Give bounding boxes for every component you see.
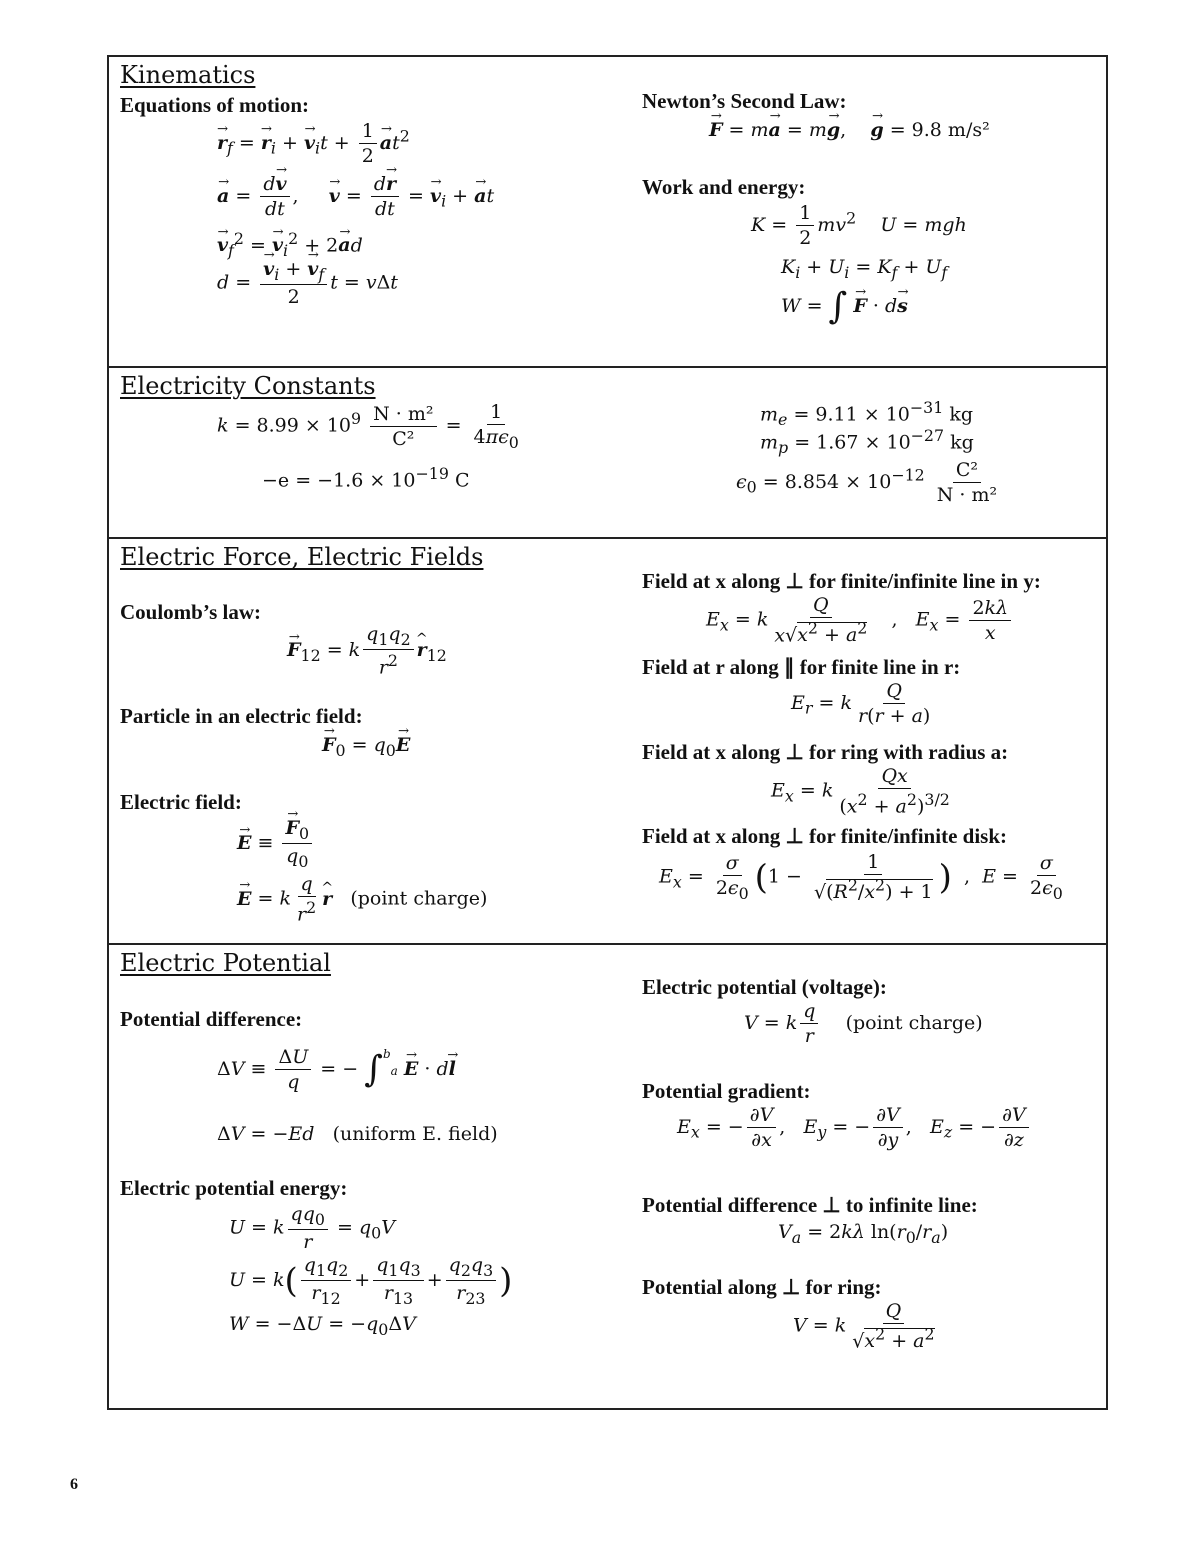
coulomb-equation: $F \to_{12} = k$ $\frac{q_1q_2}{r^2}$ r $\^{}_{12}$ — [287, 624, 447, 678]
line-field-equation: $E_x = k$ $\frac{Q}{x√x^2 + a^2}$ , $E_x$ = $\frac{2k\lambda}{x}$ — [706, 595, 1014, 646]
work-equation: W = ∫ F → · ds → — [781, 289, 908, 325]
electricity-constants-title: Electricity Constants — [120, 372, 376, 400]
electron-charge: $-e = -1.6 \times 10^{-19}$ C — [262, 464, 470, 492]
line-parallel-equation: $E_r = k$ $\frac{Q}{r(r + a)}$ — [791, 680, 931, 727]
energy-conservation-equation: $K_i + U_i = K_f + U_f$ — [781, 256, 948, 282]
potential-energy-equation: U = k $\frac{qq_0}{r}$ = $q_0V$ — [229, 1203, 395, 1254]
ring-potential-label: Potential along ⊥ for ring: — [642, 1275, 882, 1299]
uniform-field-equation: ΔV = −Ed (uniform E. field) — [217, 1123, 498, 1145]
newtons-second-law-label: Newton’s Second Law: — [642, 89, 847, 113]
permittivity-constant: $\epsilon_0 = 8.854 \times 10^{-12}$ $\frac{\text{C²}}{\text{N · m²}}$ — [736, 459, 998, 506]
uniform-field-note: (uniform E. field) — [332, 1123, 498, 1145]
infinite-line-label: Potential difference ⊥ to infinite line: — [642, 1193, 978, 1217]
ring-field-equation: $E_x = k$ $\frac{Qx}{(x^2 + a^2)^{3/2}}$ — [771, 765, 950, 818]
voltage-equation: V = k $\frac{q}{r}$ (point charge) — [744, 1000, 983, 1047]
electron-mass: $m_e = 9.11 \times 10^{-31}$ kg — [760, 398, 974, 430]
point-charge-note: (point charge) — [350, 887, 488, 910]
derivative-equations: a → = $\frac{dv \to}{dt}$ , v → = $\frac{dr \to}{dt}$ = $v \to_i + a \to t$ — [217, 174, 494, 220]
electric-potential-title: Electric Potential — [120, 949, 331, 977]
equations-of-motion-label: Equations of motion: — [120, 93, 310, 117]
work-energy-label: Work and energy: — [642, 175, 806, 199]
formula-sheet — [107, 55, 1108, 1410]
line-parallel-label: Field at r along ∥ for finite line in r: — [642, 655, 961, 679]
kinematics-title: Kinematics — [120, 61, 256, 89]
page-number: 6 — [70, 1476, 78, 1493]
multi-charge-energy-equation: U = k( $\frac{q_1q_2}{r_{12}}$ + $\frac{q_1q_3}{r_{13}}$ + $\frac{q_2q_3}{r_{23}}$ ) — [229, 1254, 513, 1308]
electric-potential-section — [109, 943, 1106, 1410]
coulomb-constant: $k = 8.99 \times 10^9$ $\frac{\text{N · m²}}{\text{C²}}$ = $\frac{1}{4\pi\epsilon_0}$ — [217, 401, 519, 452]
voltage-point-charge-note: (point charge) — [845, 1011, 983, 1034]
gradient-label: Potential gradient: — [642, 1079, 811, 1103]
electric-force-title: Electric Force, Electric Fields — [120, 543, 484, 571]
electric-field-label: Electric field: — [120, 790, 242, 814]
voltage-label: Electric potential (voltage): — [642, 975, 887, 999]
displacement-equation: d = $\frac{v \to_i + v \to_f}{2}$ t = vΔt — [217, 259, 398, 308]
newton-equation: F → = ma → = mg →, g → = 9.8 m/s² — [709, 119, 990, 143]
ring-potential-equation: V = k $\frac{Q}{√x^2 + a^2}$ — [793, 1300, 935, 1353]
position-equation: $r \to_f = r \to_i + v \to_it$ + $\frac{1}{2}$ $a \to t^2$ — [217, 121, 410, 167]
particle-force-equation: $F \to_0 = q_0E$ → — [322, 734, 410, 761]
energy-equation: K = $\frac{1}{2}$ $mv^2$ U = mgh — [751, 202, 967, 249]
potential-difference-equation: ΔV ≡ $\frac{\Delta U}{q}$ = − ∫$^b$a E → · dl → — [217, 1047, 456, 1093]
electricity-constants-section — [109, 366, 1106, 537]
gradient-equation: $E_x$ = − $\frac{\partial V}{\partial x}$ , $E_y$ = − $\frac{\partial V}{\partial y}$ , $E_z$ = − $\frac{\partial V}{\partial z}$ — [677, 1105, 1032, 1151]
disk-field-equation: $E_x$ = $\frac{\sigma}{2\epsilon_0}$ (1 − $\frac{1}{√(R^2/x^2) + 1}$ ) , E = $\frac{\sigma}{2\epsilon_0}$ — [659, 851, 1063, 904]
ring-field-label: Field at x along ⊥ for ring with radius a: — [642, 740, 1009, 764]
disk-field-label: Field at x along ⊥ for finite/infinite disk: — [642, 824, 1007, 848]
field-definition-equation: E → ≡ $\frac{F \to_0}{q_0}$ — [237, 818, 315, 870]
particle-field-label: Particle in an electric field: — [120, 704, 363, 728]
electric-force-section — [109, 537, 1106, 943]
velocity-squared-equation: $v \to_f^2 = v \to_i^2 + 2a \to d$ — [217, 229, 363, 261]
coulomb-law-label: Coulomb’s law: — [120, 600, 261, 624]
point-charge-field-equation: E → = k $\frac{q}{r^2}$ r ^ (point charge) — [237, 874, 487, 925]
potential-difference-label: Potential difference: — [120, 1007, 303, 1031]
infinite-line-equation: $V_a = 2k\lambda$ $\ln(r_0/r_a)$ — [778, 1221, 949, 1247]
line-perp-label: Field at x along ⊥ for finite/infinite line in y: — [642, 569, 1041, 593]
proton-mass: $m_p = 1.67 \times 10^{-27}$ kg — [760, 426, 974, 458]
gravity-value: = 9.8 m/s² — [889, 119, 990, 141]
potential-energy-label: Electric potential energy: — [120, 1176, 348, 1200]
work-potential-equation: $W = -\Delta U = -q_0\Delta V$ — [229, 1313, 416, 1339]
kinematics-section — [109, 57, 1106, 366]
